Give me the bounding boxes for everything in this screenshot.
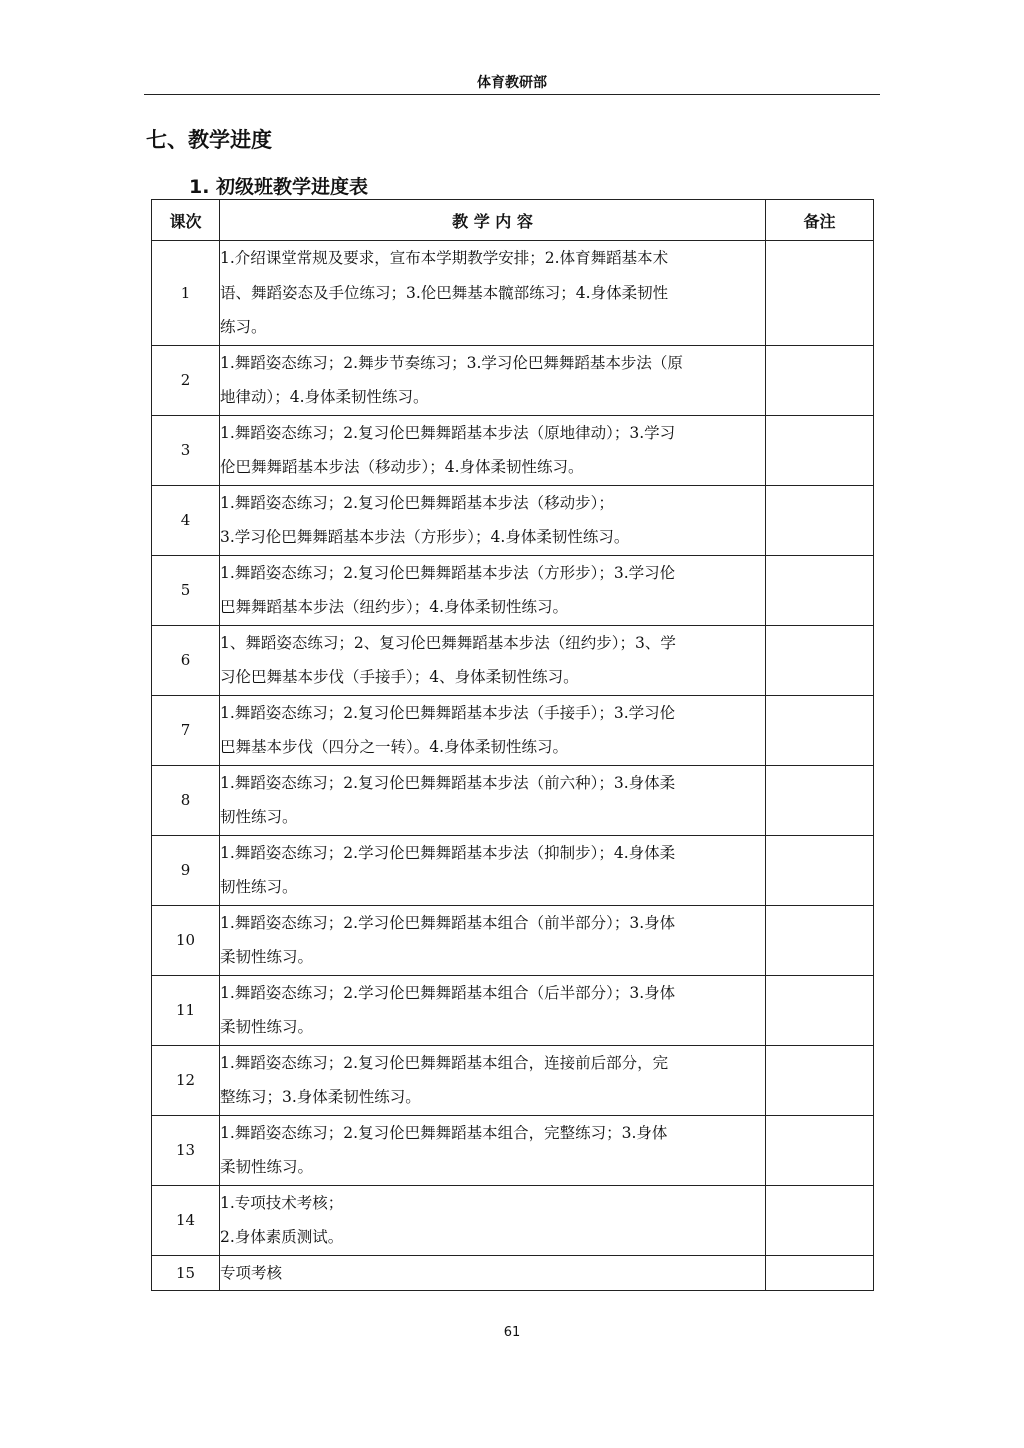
table-row xyxy=(152,415,874,485)
lesson-note xyxy=(766,905,874,975)
lesson-content xyxy=(220,1115,766,1185)
lesson-content xyxy=(220,415,766,485)
lesson-content-line: 伦巴舞舞蹈基本步法（移动步）；4.身体柔韧性练习。 xyxy=(220,458,584,476)
lesson-content xyxy=(220,485,766,555)
table-row xyxy=(152,1185,874,1255)
lesson-content-line: 地律动）；4.身体柔韧性练习。 xyxy=(220,388,429,406)
lesson-number: 2 xyxy=(152,345,220,415)
lesson-content-line: 1.舞蹈姿态练习；2.复习伦巴舞舞蹈基本组合，连接前后部分，完 xyxy=(220,1053,669,1072)
table-body xyxy=(152,241,874,1291)
lesson-content xyxy=(220,1185,766,1255)
lesson-content-line: 柔韧性练习。 xyxy=(220,948,314,966)
table-row xyxy=(152,485,874,555)
lesson-number: 8 xyxy=(152,765,220,835)
lesson-number: 11 xyxy=(152,975,220,1045)
lesson-content-line: 1.舞蹈姿态练习；2.复习伦巴舞舞蹈基本步法（手接手）；3.学习伦 xyxy=(220,703,676,722)
lesson-note xyxy=(766,485,874,555)
lesson-number: 14 xyxy=(152,1185,220,1255)
table-row xyxy=(152,975,874,1045)
table-row xyxy=(152,241,874,346)
lesson-note xyxy=(766,1255,874,1291)
lesson-number: 15 xyxy=(152,1255,220,1291)
lesson-number: 12 xyxy=(152,1045,220,1115)
lesson-content-line: 习伦巴舞基本步伐（手接手）；4、身体柔韧性练习。 xyxy=(220,668,579,686)
lesson-content-line: 专项考核 xyxy=(220,1263,283,1282)
lesson-content xyxy=(220,555,766,625)
table-row xyxy=(152,555,874,625)
table-row xyxy=(152,695,874,765)
lesson-content-line: 韧性练习。 xyxy=(220,808,298,826)
teaching-schedule-table xyxy=(151,199,874,1291)
lesson-note xyxy=(766,1115,874,1185)
table-row xyxy=(152,625,874,695)
lesson-note xyxy=(766,1045,874,1115)
lesson-number: 10 xyxy=(152,905,220,975)
lesson-note xyxy=(766,765,874,835)
lesson-content xyxy=(220,1255,766,1291)
lesson-note xyxy=(766,625,874,695)
lesson-number: 9 xyxy=(152,835,220,905)
lesson-note xyxy=(766,835,874,905)
lesson-content xyxy=(220,1045,766,1115)
page-number: 61 xyxy=(503,1325,521,1340)
lesson-content xyxy=(220,345,766,415)
lesson-number: 1 xyxy=(152,241,220,346)
lesson-content-line: 1.舞蹈姿态练习；2.学习伦巴舞舞蹈基本组合（前半部分）；3.身体 xyxy=(220,913,676,932)
lesson-content-line: 韧性练习。 xyxy=(220,878,298,896)
lesson-content-line: 1.舞蹈姿态练习；2.学习伦巴舞舞蹈基本组合（后半部分）；3.身体 xyxy=(220,983,676,1002)
lesson-content-line: 1.舞蹈姿态练习；2.复习伦巴舞舞蹈基本步法（原地律动）；3.学习 xyxy=(220,423,676,442)
lesson-note xyxy=(766,415,874,485)
lesson-content xyxy=(220,835,766,905)
lesson-content-line: 练习。 xyxy=(220,318,267,336)
lesson-note xyxy=(766,1185,874,1255)
lesson-content-line: 1.舞蹈姿态练习；2.学习伦巴舞舞蹈基本步法（抑制步）；4.身体柔 xyxy=(220,843,676,862)
lesson-note xyxy=(766,241,874,346)
lesson-content-line: 1.舞蹈姿态练习；2.复习伦巴舞舞蹈基本组合，完整练习；3.身体 xyxy=(220,1123,668,1142)
lesson-content-line: 语、舞蹈姿态及手位练习；3.伦巴舞基本髋部练习；4.身体柔韧性 xyxy=(220,283,669,302)
table-header-row xyxy=(152,200,874,241)
table-row xyxy=(152,1045,874,1115)
header-divider xyxy=(144,94,880,95)
lesson-number: 5 xyxy=(152,555,220,625)
section-heading: 七、教学进度 xyxy=(146,128,272,152)
lesson-number: 13 xyxy=(152,1115,220,1185)
lesson-content-line: 整练习；3.身体柔韧性练习。 xyxy=(220,1088,421,1106)
lesson-content-line: 1.舞蹈姿态练习；2.复习伦巴舞舞蹈基本步法（方形步）；3.学习伦 xyxy=(220,563,676,582)
lesson-content-line: 1.专项技术考核； xyxy=(220,1193,344,1212)
lesson-note xyxy=(766,975,874,1045)
lesson-content-line: 1.舞蹈姿态练习；2.复习伦巴舞舞蹈基本步法（移动步）； xyxy=(220,493,614,512)
lesson-content-line: 柔韧性练习。 xyxy=(220,1018,314,1036)
lesson-note xyxy=(766,555,874,625)
column-header-content: 教 学 内 容 xyxy=(220,200,766,241)
lesson-content xyxy=(220,241,766,346)
lesson-content-line: 2.身体素质测试。 xyxy=(220,1228,344,1246)
lesson-content xyxy=(220,905,766,975)
lesson-content-line: 巴舞舞蹈基本步法（纽约步）；4.身体柔韧性练习。 xyxy=(220,598,569,616)
lesson-note xyxy=(766,345,874,415)
lesson-number: 4 xyxy=(152,485,220,555)
page-header-title: 体育教研部 xyxy=(477,75,547,91)
lesson-number: 6 xyxy=(152,625,220,695)
table-row xyxy=(152,765,874,835)
table-heading: 1. 初级班教学进度表 xyxy=(189,176,369,198)
column-header-lesson: 课次 xyxy=(152,200,220,241)
table-row xyxy=(152,905,874,975)
lesson-content-line: 1.介绍课堂常规及要求，宣布本学期教学安排；2.体育舞蹈基本术 xyxy=(220,249,669,267)
lesson-content xyxy=(220,975,766,1045)
lesson-content-line: 1、舞蹈姿态练习；2、复习伦巴舞舞蹈基本步法（纽约步）；3、学 xyxy=(220,633,676,652)
lesson-content-line: 1.舞蹈姿态练习；2.复习伦巴舞舞蹈基本步法（前六种）；3.身体柔 xyxy=(220,773,676,792)
column-header-notes: 备注 xyxy=(766,200,874,241)
lesson-content-line: 巴舞基本步伐（四分之一转）。4.身体柔韧性练习。 xyxy=(220,738,569,756)
lesson-content-line: 1.舞蹈姿态练习；2.舞步节奏练习；3.学习伦巴舞舞蹈基本步法（原 xyxy=(220,353,683,372)
lesson-number: 7 xyxy=(152,695,220,765)
lesson-content-line: 柔韧性练习。 xyxy=(220,1158,314,1176)
table-row xyxy=(152,835,874,905)
lesson-note xyxy=(766,695,874,765)
lesson-content xyxy=(220,765,766,835)
table-row xyxy=(152,1115,874,1185)
table-row xyxy=(152,345,874,415)
table-row xyxy=(152,1255,874,1291)
lesson-number: 3 xyxy=(152,415,220,485)
lesson-content-line: 3.学习伦巴舞舞蹈基本步法（方形步）；4.身体柔韧性练习。 xyxy=(220,528,630,546)
lesson-content xyxy=(220,695,766,765)
lesson-content xyxy=(220,625,766,695)
